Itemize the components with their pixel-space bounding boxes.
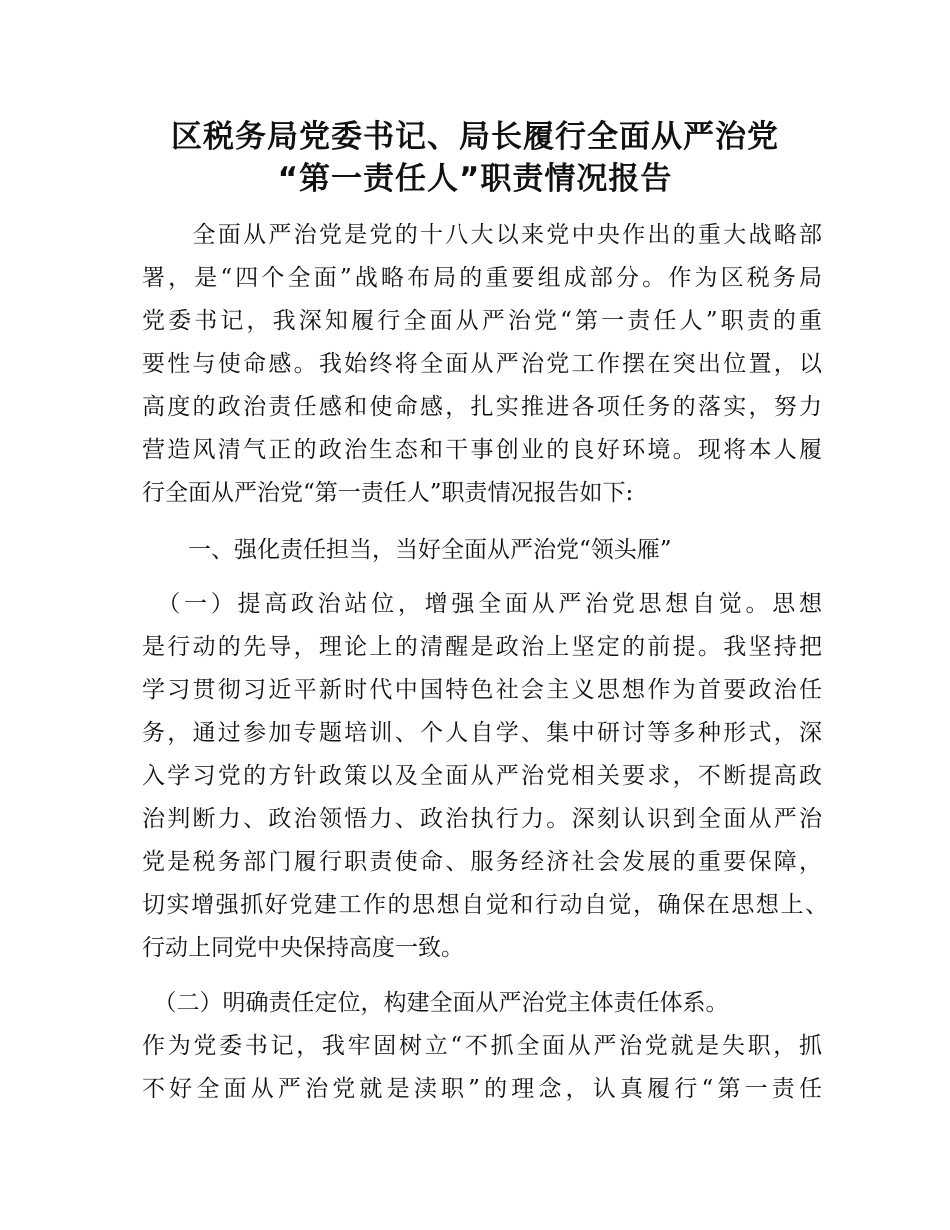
paragraph-line: 入学习党的方针政策以及全面从严治党相关要求，不断提高政	[142, 763, 822, 789]
paragraph-line: 务，通过参加专题培训、个人自学、集中研讨等多种形式，深	[142, 720, 822, 746]
paragraph-line: 高度的政治责任感和使命感，扎实推进各项任务的落实，努力	[142, 394, 822, 420]
paragraph-line: 行全面从严治党“第一责任人”职责情况报告如下:	[142, 480, 634, 506]
paragraph-line: 切实增强抓好党建工作的思想自觉和行动自觉，确保在思想上、	[142, 892, 828, 918]
paragraph-line: 党是税务部门履行职责使命、服务经济社会发展的重要保障，	[142, 849, 822, 875]
document-title-line-1: 区税务局党委书记、局长履行全面从严治党	[171, 119, 779, 155]
paragraph-line: 全面从严治党是党的十八大以来党中央作出的重大战略部	[142, 222, 822, 248]
paragraph-line: 治判断力、政治领悟力、政治执行力。深刻认识到全面从严治	[142, 806, 822, 832]
paragraph-line: 行动上同党中央保持高度一致。	[142, 935, 464, 961]
paragraph-line: （一）提高政治站位，增强全面从严治党思想自觉。思想	[142, 591, 822, 617]
paragraph-line: 不好全面从严治党就是渎职”的理念，认真履行“第一责任	[142, 1076, 822, 1102]
paragraph-line: 营造风清气正的政治生态和干事创业的良好环境。现将本人履	[142, 437, 822, 463]
paragraph-line: 要性与使命感。我始终将全面从严治党工作摆在突出位置，以	[142, 351, 822, 377]
paragraph-line: 作为党委书记，我牢固树立“不抓全面从严治党就是失职，抓	[142, 1033, 822, 1059]
paragraph-line: （二）明确责任定位，构建全面从严治党主体责任体系。	[142, 990, 729, 1016]
paragraph-line: 学习贯彻习近平新时代中国特色社会主义思想作为首要政治任	[142, 677, 822, 703]
document-title-line-2: “第一责任人”职责情况报告	[277, 161, 673, 197]
paragraph-line: 是行动的先导，理论上的清醒是政治上坚定的前提。我坚持把	[142, 634, 822, 660]
paragraph-line: 署，是“四个全面”战略布局的重要组成部分。作为区税务局	[142, 265, 822, 291]
paragraph-line: 党委书记，我深知履行全面从严治党“第一责任人”职责的重	[142, 308, 822, 334]
section-heading: 一、强化责任担当，当好全面从严治党“领头雁”	[142, 537, 672, 563]
